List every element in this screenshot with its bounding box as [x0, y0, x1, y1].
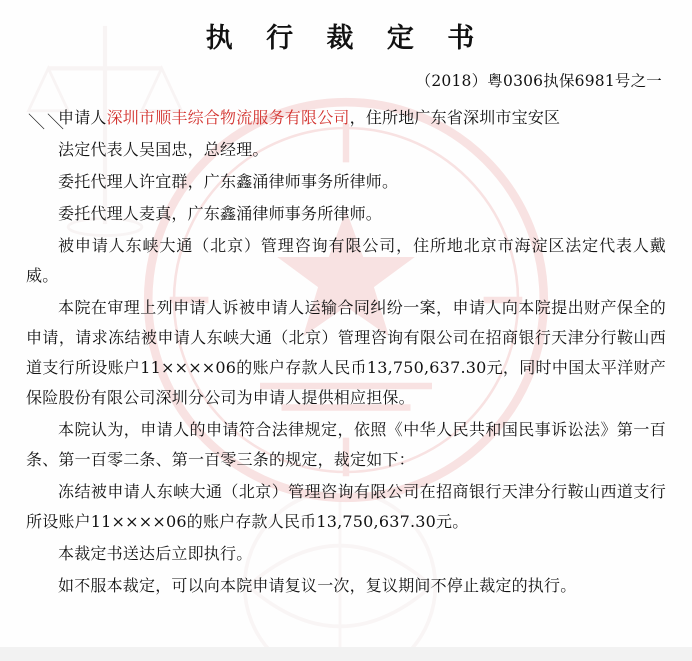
case-number: （2018）粤0306执保6981号之一 — [415, 72, 662, 90]
paragraph-effective — [26, 539, 666, 569]
paragraph-appeal-segment-0: 如不服本裁定，可以向本院申请复议一次，复议期间不停止裁定的执行。 — [58, 576, 577, 595]
paragraph-agent-2 — [26, 199, 666, 229]
paragraph-effective-segment-0: 本裁定书送达后立即执行。 — [58, 544, 253, 563]
paragraph-legal-representative — [26, 135, 666, 165]
footer-strip — [0, 647, 692, 661]
paragraph-applicant — [26, 103, 666, 133]
paragraph-applicant-segment-1: 深圳市顺丰综合物流服务有限公司 — [106, 108, 350, 127]
paragraph-agent-1-segment-0: 委托代理人许宜群，广东鑫涌律师事务所律师。 — [58, 172, 399, 191]
paragraph-ruling-segment-0: 冻结被申请人东峡大通（北京）管理咨询有限公司在招商银行天津分行鞍山西道支行所设账户11××××06的账户存款人民币13,750,637.30元。 — [26, 482, 666, 531]
paragraph-respondent — [26, 231, 666, 291]
paragraph-applicant-segment-2: ，住所地广东省深圳市宝安区 — [349, 108, 561, 127]
paragraph-agent-1 — [26, 167, 666, 197]
page-title: 执 行 裁 定 书 — [205, 23, 487, 54]
paragraph-respondent-segment-0: 被申请人东峡大通（北京）管理咨询有限公司，住所地北京市海淀区法定代表人戴威。 — [26, 236, 666, 285]
paragraph-list — [26, 103, 666, 601]
paragraph-appeal — [26, 571, 666, 601]
paragraph-agent-2-segment-0: 委托代理人麦真，广东鑫涌律师事务所律师。 — [58, 204, 383, 223]
paragraph-court-opinion-segment-0: 本院认为，申请人的申请符合法律规定，依照《中华人民共和国民事诉讼法》第一百条、第一百零二条、第一百零三条的规定，裁定如下： — [26, 420, 666, 469]
paragraph-court-opinion — [26, 415, 666, 475]
paragraph-case-background — [26, 293, 666, 413]
paragraph-applicant-segment-0: 申请人 — [58, 108, 107, 127]
paragraph-legal-representative-segment-0: 法定代表人吴国忠，总经理。 — [58, 140, 269, 159]
paragraph-case-background-segment-0: 本院在审理上列申请人诉被申请人运输合同纠纷一案，申请人向本院提出财产保全的申请，请求冻结被申请人东峡大通（北京）管理咨询有限公司在招商银行天津分行鞍山西道支行所设账户11××××06的账户存款人民币13,750,637.30元，同时中国太平洋财产保险股份有限公司深圳分公司为申请人提供相应担保。 — [26, 298, 666, 407]
paragraph-ruling — [26, 477, 666, 537]
stray-pen-marks: ＼＼ — [28, 113, 66, 133]
